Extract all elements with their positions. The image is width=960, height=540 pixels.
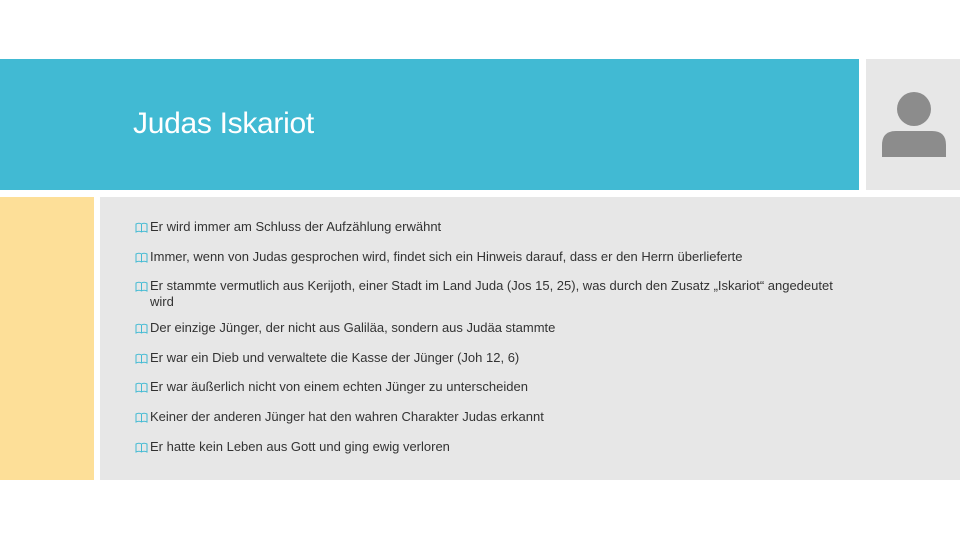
bullet-item [134, 249, 834, 265]
bullet-item [134, 350, 834, 366]
book-icon [135, 412, 148, 423]
person-icon [880, 89, 948, 159]
accent-band [0, 197, 94, 480]
bullet-text: Er hatte kein Leben aus Gott und ging ewig verloren [150, 438, 450, 454]
book-icon [135, 281, 148, 292]
bullet-text: Immer, wenn von Judas gesprochen wird, findet sich ein Hinweis darauf, dass er den Herrn überlieferte [150, 248, 743, 264]
title-band [0, 59, 859, 190]
bullet-text: Er stammte vermutlich aus Kerijoth, einer Stadt im Land Juda (Jos 15, 25), was durch den Zusatz „Iskariot“ angedeutet wird [150, 278, 833, 310]
slide-title: Judas Iskariot [133, 107, 314, 140]
bullet-item [134, 409, 834, 425]
bullet-item [134, 320, 834, 336]
bullet-item [134, 439, 834, 455]
bullet-list [134, 219, 834, 468]
book-icon [135, 382, 148, 393]
bullet-item [134, 379, 834, 395]
bullet-text: Der einzige Jünger, der nicht aus Galiläa, sondern aus Judäa stammte [150, 320, 556, 336]
book-icon [135, 252, 148, 263]
book-icon [135, 323, 148, 334]
book-icon [135, 353, 148, 364]
book-icon [135, 222, 148, 233]
bullet-text: Er war ein Dieb und verwaltete die Kasse der Jünger (Joh 12, 6) [150, 349, 520, 365]
bullet-text: Er wird immer am Schluss der Aufzählung erwähnt [150, 219, 442, 234]
bullet-item [134, 219, 834, 235]
bullet-item [134, 278, 834, 310]
bullet-text: Keiner der anderen Jünger hat den wahren Charakter Judas erkannt [150, 408, 544, 424]
book-icon [135, 442, 148, 453]
bullet-text: Er war äußerlich nicht von einem echten Jünger zu unterscheiden [150, 379, 528, 395]
